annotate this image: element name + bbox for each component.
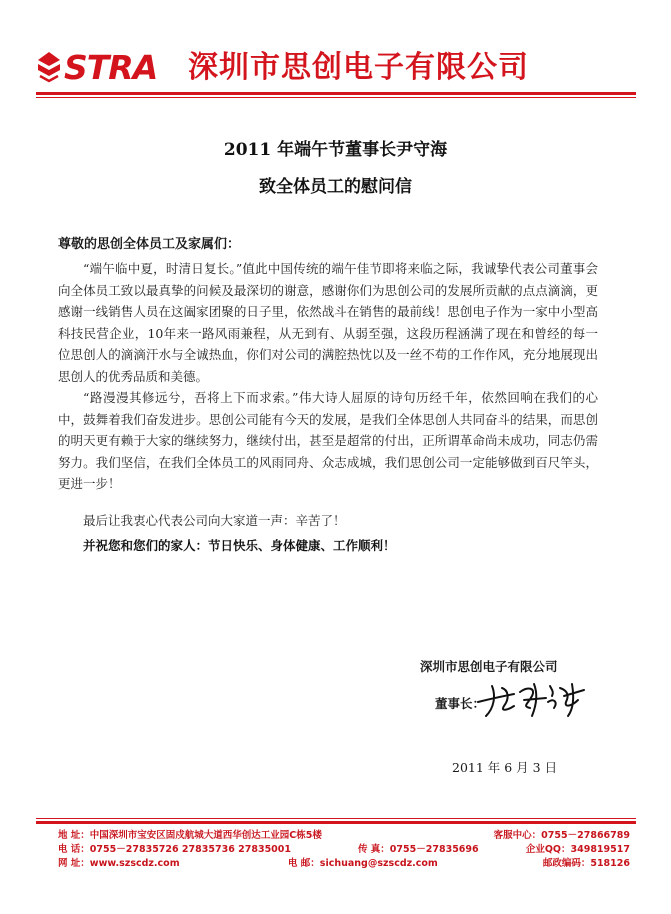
signature-title: 董事长：: [435, 696, 486, 711]
header-divider-thin: [36, 97, 636, 98]
salutation: 尊敬的思创全体员工及家属们：: [58, 237, 241, 252]
letter-title: 2011 年端午节董事长尹守海: [223, 140, 448, 160]
letter-subtitle: 致全体员工的慰问信: [259, 177, 412, 197]
footer-divider-thin: [36, 818, 636, 819]
footer-fax: 传 真：0755－27835696: [358, 844, 479, 855]
closing-paragraph: 最后让我衷心代表公司向大家道一声：辛苦了！: [83, 513, 346, 528]
footer-email: 电 邮：sichuang@szscdz.com: [288, 858, 438, 869]
footer-phone: 电 话：0755－27835726 27835736 27835001: [58, 844, 292, 855]
logo-wordmark: STRA: [64, 48, 158, 87]
blessing-line: 并祝您和您们的家人：节日快乐、身体健康、工作顺利！: [83, 538, 396, 553]
signature-company: 深圳市思创电子有限公司: [420, 659, 558, 674]
company-name-header: 深圳市思创电子有限公司: [188, 50, 529, 85]
footer-divider: [36, 821, 636, 824]
footer-service-phone: 客服中心：0755－27866789: [493, 830, 630, 841]
body-paragraph: “路漫漫其修远兮，吾将上下而求索。”伟大诗人屈原的诗句历经千年，依然回响在我们的心中，鼓舞着我们奋发进步。思创公司能有今天的发展，是我们全体思创人共同奋斗的结果，而思创的明天更有赖于大家的继续努力，继续付出，甚至是超常的付出，正所谓革命尚未成功，同志仍需努力。我们坚信，在我们全体员工的风雨同舟、众志成城，我们思创公司一定能够做到百尺竿头，更进一步！: [58, 390, 598, 491]
footer-address: 地 址：中国深圳市宝安区固戍航城大道西华创达工业园C栋5楼: [58, 830, 322, 841]
footer-postcode: 邮政编码：518126: [542, 858, 630, 869]
footer-website: 网 址：www.szscdz.com: [58, 858, 180, 869]
company-logo-icon: [36, 50, 62, 84]
header-divider: [36, 92, 636, 95]
body-paragraph: “端午临中夏，时清日复长。”值此中国传统的端午佳节即将来临之际，我诚挚代表公司董事会向全体员工致以最真挚的问候及最深切的谢意，感谢你们为思创公司的发展所贡献的点点滴滴，更感谢一线销售人员在这阖家团聚的日子里，依然战斗在销售的最前线！思创电子作为一家中小型高科技民营企业，10年来一路风雨兼程，从无到有、从弱至强，这段历程涵满了现在和曾经的每一位思创人的滴滴汗水与全诚热血，你们对公司的满腔热忱以及一丝不苟的工作作风，充分地展现出思创人的优秀品质和美德。: [58, 261, 598, 384]
letterhead: [36, 46, 636, 90]
letter-date: 2011 年 6 月 3 日: [452, 760, 558, 775]
footer-qq: 企业QQ：349819517: [525, 844, 630, 855]
handwritten-signature-icon: [474, 676, 594, 722]
